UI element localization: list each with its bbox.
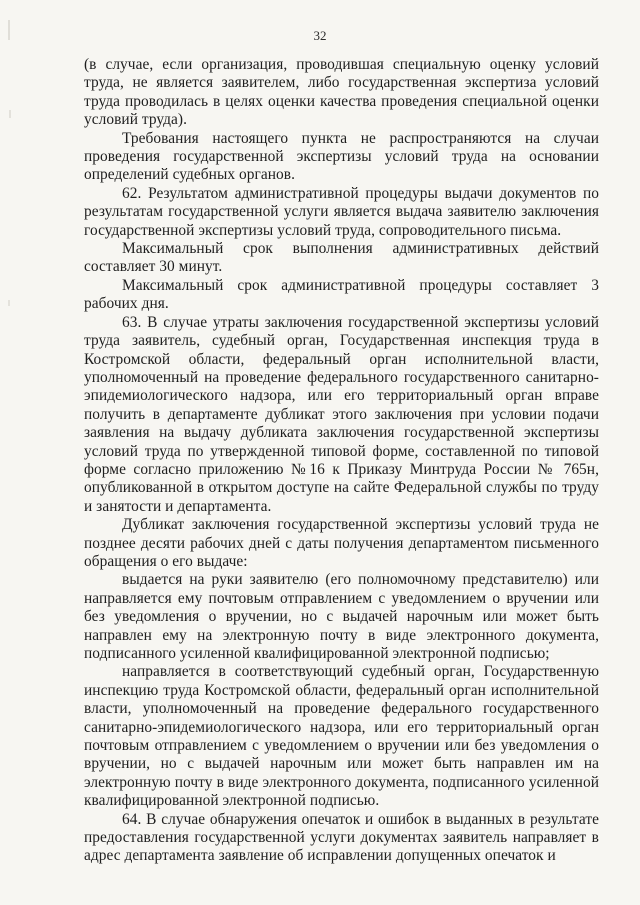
- paragraph-62-result: 62. Результатом административной процедуры выдачи документов по результатам государственной услуги является выдача заявителю заключения государственной экспертизы условий труда, сопроводительного письма.: [84, 184, 599, 239]
- paragraph-sent-to-authority: направляется в соответствующий судебный орган, Государственную инспекцию труда Костромской области, федеральный орган исполнительной власти, уполномоченный на проведение федерального государственного санитарно-эпидемиологического надзора, или его территориальный орган почтовым отправлением с уведомлением о вручении или без уведомления о вручении, но с выдачей нарочным или может быть направлен им на электронную почту в виде электронного документа, подписанного усиленной квалифицированной электронной подписью.: [84, 663, 599, 810]
- paragraph-max-time-procedure: Максимальный срок административной процедуры составляет 3 рабочих дня.: [84, 276, 599, 313]
- paragraph-duplicate-deadline: Дубликат заключения государственной экспертизы условий труда не позднее десяти рабочих дней с даты получения департаментом письменного обращения о его выдаче:: [84, 516, 599, 570]
- page-number: 32: [313, 28, 327, 43]
- paragraph-63-duplicate: 63. В случае утраты заключения государственной экспертизы условий труда заявитель, судебный орган, Государственная инспекция труда в Костромской области, федеральный орган исполнительной власти, уполномоченный на проведение федерального государственного санитарно-эпидемиологического надзора, или его территориальный орган вправе получить в департаменте дубликат этого заключения при условии подачи заявления на выдачу дубликата заключения государственной экспертизы условий труда по утвержденной типовой форме, составленной по типовой форме согласно приложению №16 к Приказу Минтруда России № 765н, опубликованной в открытом доступе на сайте Федеральной службы по труду и занятости и департамента.: [84, 313, 599, 515]
- document-body: [84, 56, 599, 866]
- paragraph-max-time-actions: Максимальный срок выполнения административных действий составляет 30 минут.: [84, 240, 599, 276]
- paragraph-requirements-exception: Требования настоящего пункта не распространяются на случаи проведения государственной экспертизы условий труда на основании определений судебных органов.: [84, 129, 599, 184]
- paragraph-64-corrections: 64. В случае обнаружения опечаток и ошибок в выданных в результате предоставления государственной услуги документах заявитель направляет в адрес департамента заявление об исправлении допущенных опечаток и: [84, 810, 599, 865]
- scan-margin-marks: [6, 0, 14, 905]
- paragraph-continuation: (в случае, если организация, проводившая специальную оценку условий труда, не является заявителем, либо государственная экспертиза условий труда проводилась в целях оценки качества проведения специальной оценки условий труда).: [84, 56, 599, 129]
- paragraph-issued-to-applicant: выдается на руки заявителю (его полномочному представителю) или направляется ему почтовым отправлением с уведомлением о вручении или без уведомления о вручении, но с выдачей нарочным или может быть направлен ему на электронную почту в виде электронного документа, подписанного усиленной квалифицированной электронной подписью;: [84, 571, 599, 662]
